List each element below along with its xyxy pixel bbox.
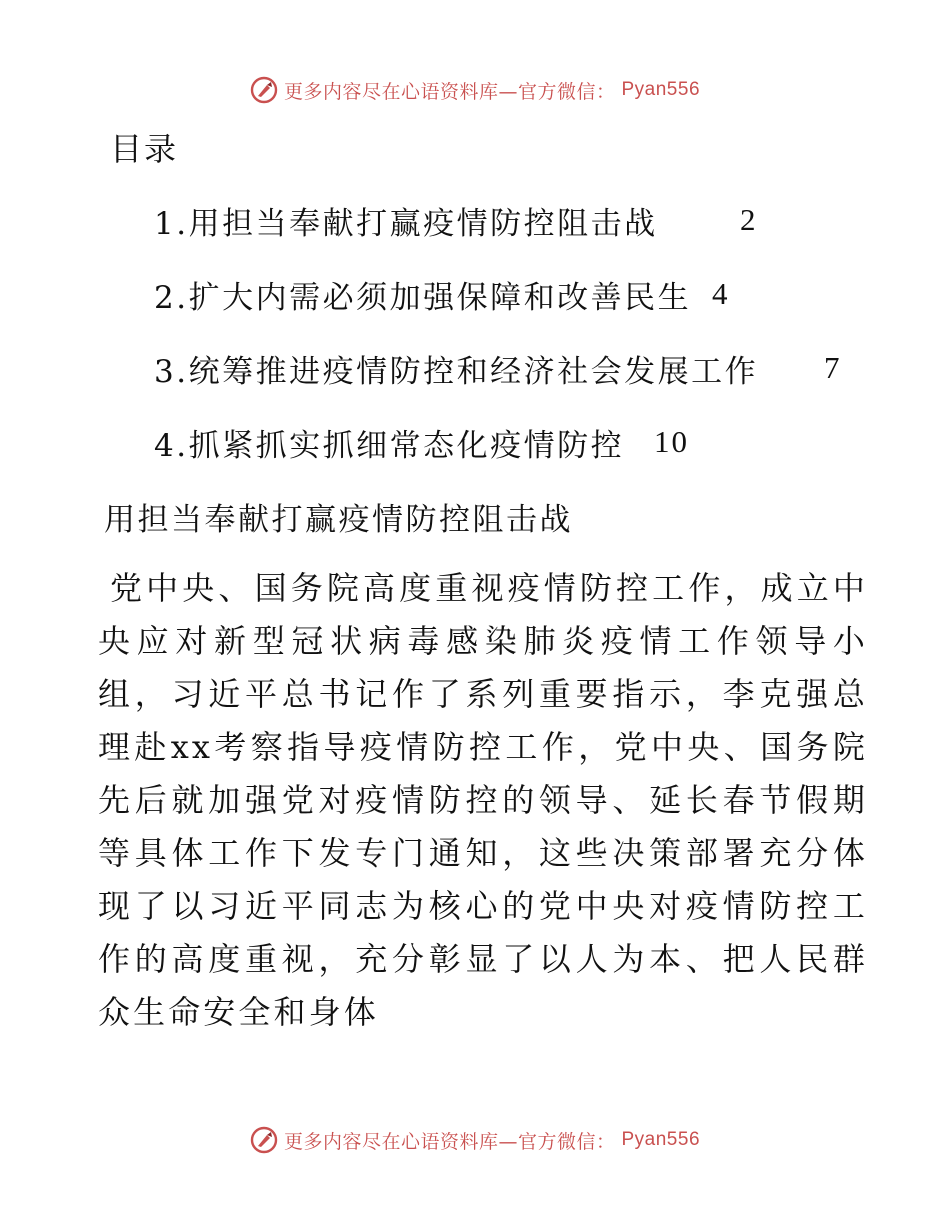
toc-item-3	[154, 346, 842, 390]
toc-item-label: 1.用担当奉献打赢疫情防控阻击战	[154, 205, 658, 242]
watermark-text: 更多内容尽在心语资料库—官方微信：	[283, 1130, 616, 1153]
toc-item-label: 3.统筹推进疫情防控和经济社会发展工作	[154, 353, 759, 390]
watermark-handle: Pyan556	[621, 79, 701, 100]
toc-item-1	[154, 198, 758, 242]
body-paragraph: 党中央、国务院高度重视疫情防控工作，成立中央应对新型冠状病毒感染肺炎疫情工作领导小组，习近平总书记作了系列重要指示，李克强总理赴xx考察指导疫情防控工作，党中央、国务院先后就加强党对疫情防控的领导、延长春节假期等具体工作下发专门通知，这些决策部署充分体现了以习近平同志为核心的党中央对疫情防控工作的高度重视，充分彰显了以人为本、把人民群众生命安全和身体	[98, 569, 868, 1031]
toc-item-page: 7	[824, 350, 842, 385]
toc-title: 目录	[110, 130, 179, 168]
toc-item-page: 4	[712, 276, 730, 311]
toc-item-page: 2	[740, 202, 758, 237]
watermark-footer	[0, 1123, 950, 1157]
toc-item-2	[154, 272, 730, 316]
watermark-text: 更多内容尽在心语资料库—官方微信：	[283, 80, 616, 103]
toc-item-4	[154, 420, 689, 464]
toc-item-page: 10	[654, 424, 689, 459]
pen-nib-logo-icon	[250, 76, 278, 104]
section-heading: 用担当奉献打赢疫情防控阻击战	[104, 502, 573, 538]
watermark-handle: Pyan556	[621, 1129, 701, 1150]
toc-item-label: 4.抓紧抓实抓细常态化疫情防控	[154, 427, 625, 464]
toc-item-label: 2.扩大内需必须加强保障和改善民生	[154, 279, 692, 316]
pen-nib-logo-icon	[250, 1126, 278, 1154]
watermark-header	[0, 73, 950, 107]
